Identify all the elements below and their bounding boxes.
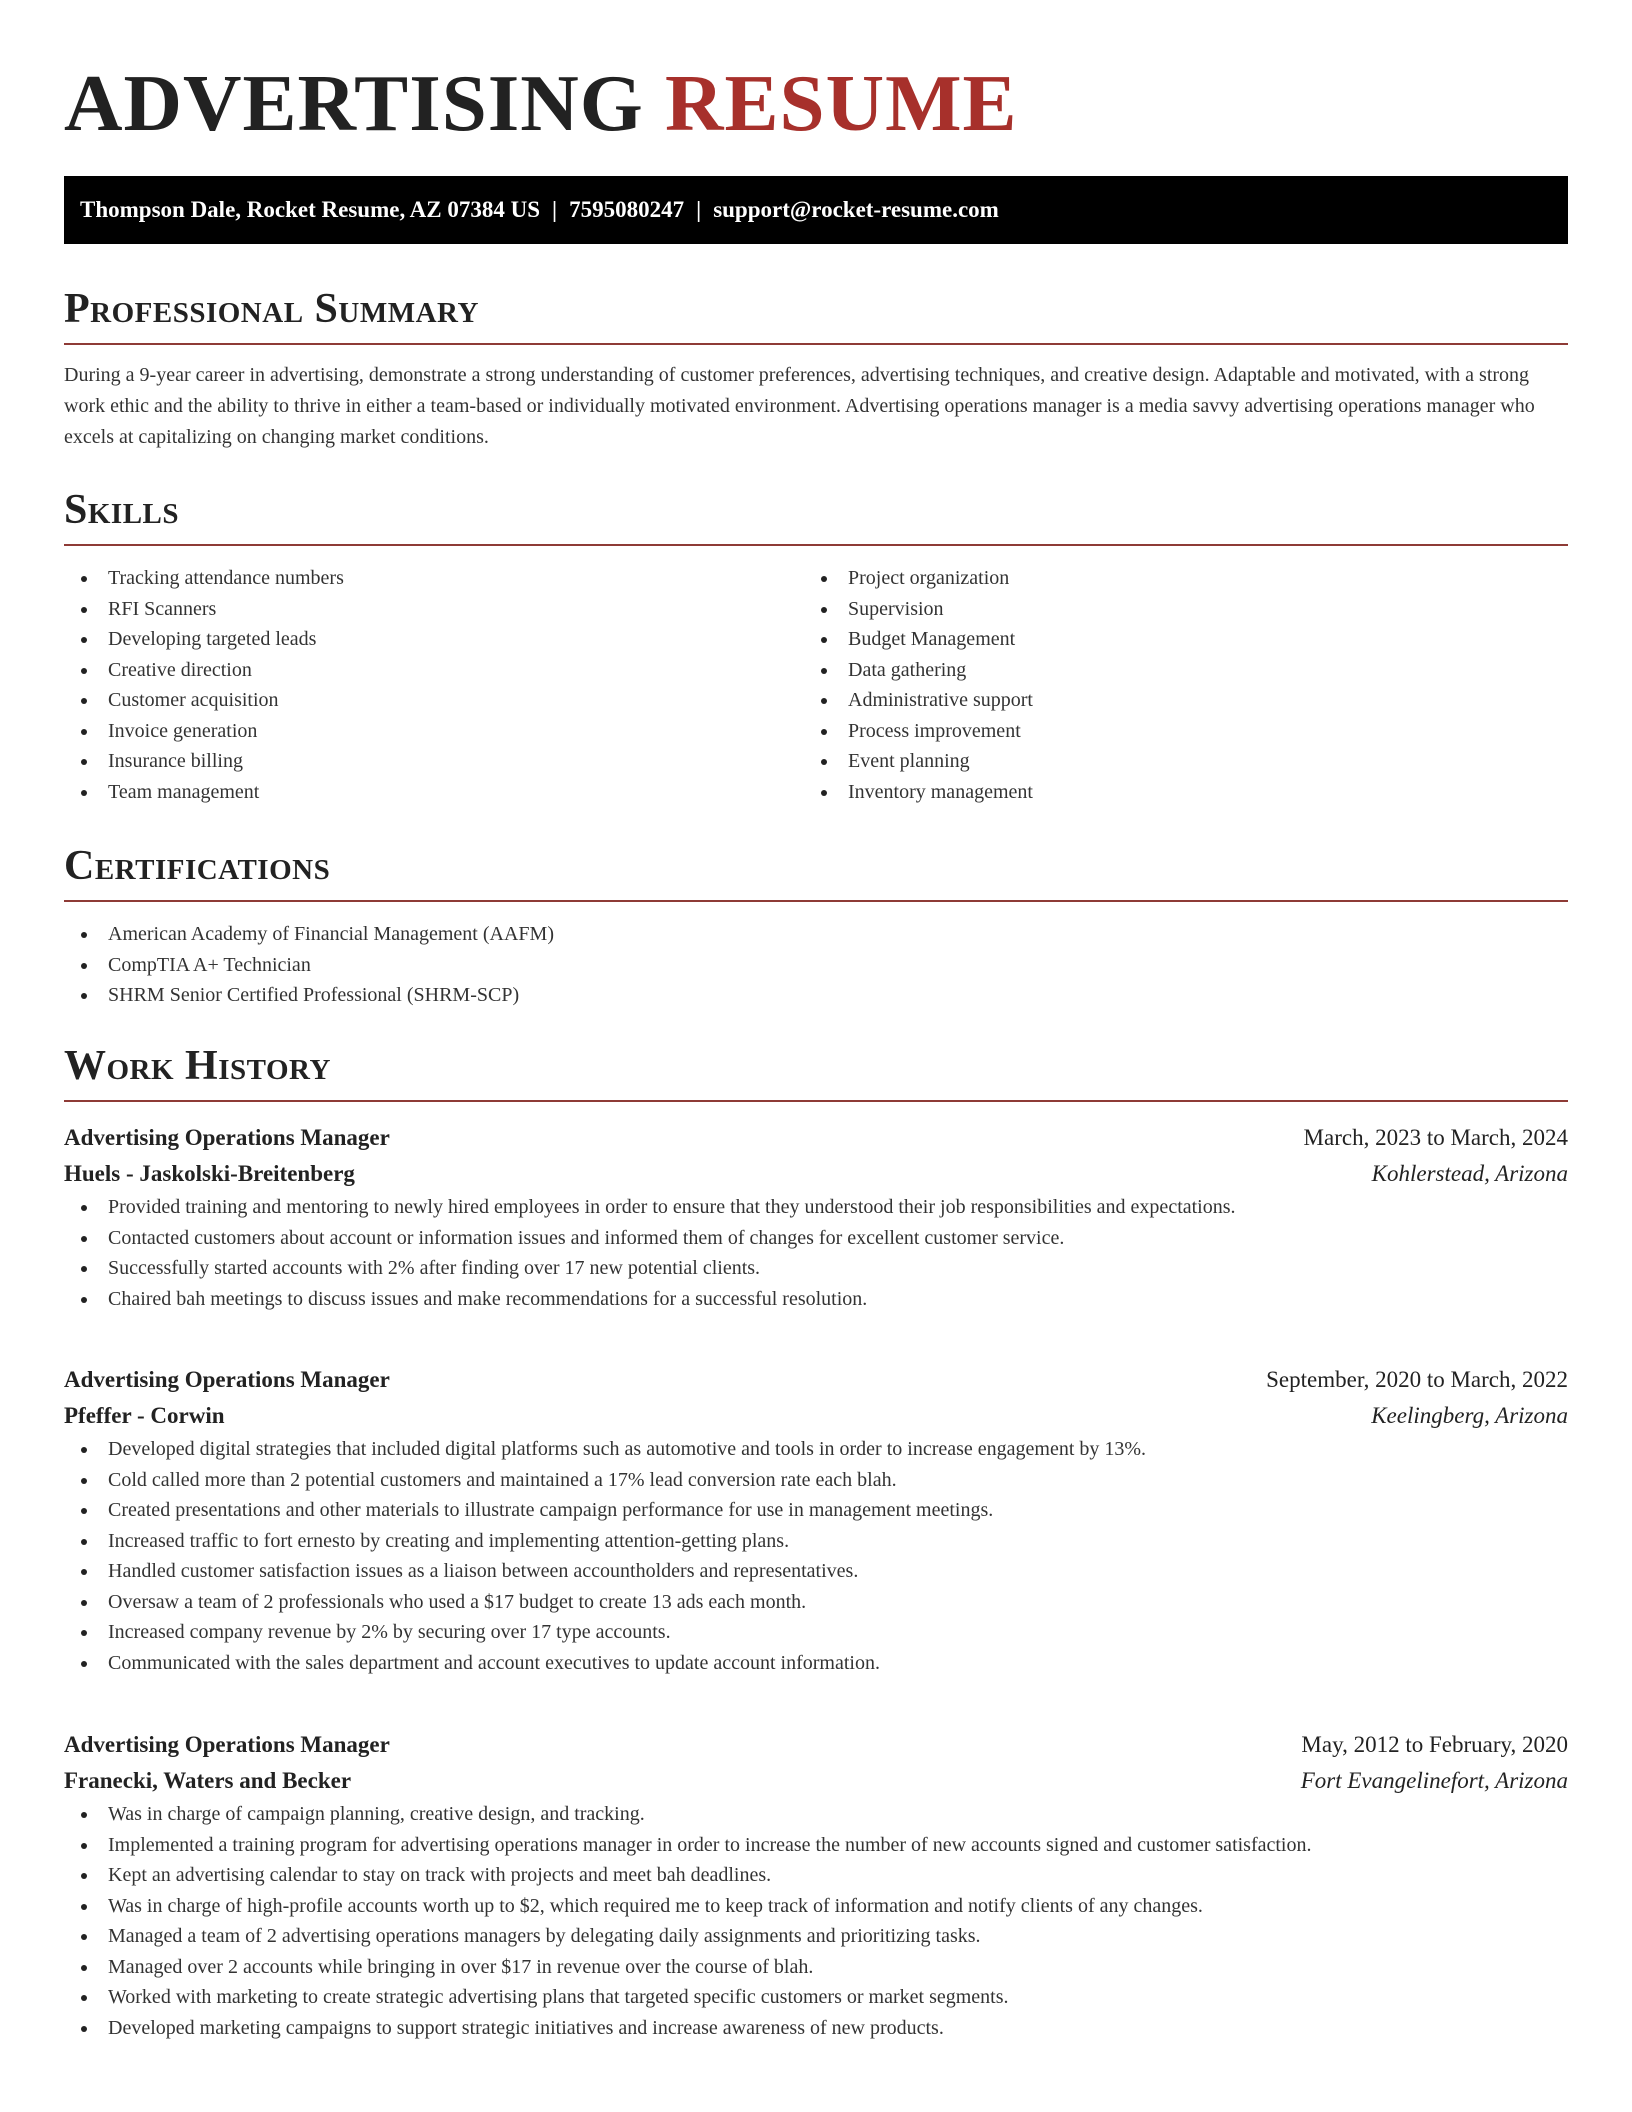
job-bullet: Created presentations and other materials to illustrate campaign performance for use in management meetings. [64,1495,1568,1526]
job-bullet: Was in charge of campaign planning, creative design, and tracking. [64,1799,1568,1830]
job-bullet: Increased company revenue by 2% by securing over 17 type accounts. [64,1617,1568,1648]
summary-text: During a 9-year career in advertising, demonstrate a strong understanding of customer preferences, advertising techniques, and creative design. Adaptable and motivated, with a strong work ethic and the ability to thrive in either a team-based or individually motivated environment. Advertising operations manager is a media savvy advertising operations manager who excels at capitalizing on changing market conditions. [64,364,1535,448]
skill-item: Supervision [804,594,1544,625]
job-bullet: Provided training and mentoring to newly hired employees in order to ensure that they understood their job responsibilities and expectations. [64,1192,1568,1223]
job-bullet: Cold called more than 2 potential customers and maintained a 17% lead conversion rate each blah. [64,1465,1568,1496]
job-dates: May, 2012 to February, 2020 [1301,1732,1568,1757]
job-bullet: Chaired bah meetings to discuss issues and make recommendations for a successful resolution. [64,1284,1568,1315]
job-bullet: Contacted customers about account or information issues and informed them of changes for excellent customer service. [64,1223,1568,1254]
skill-item: Project organization [804,563,1544,594]
contact-separator: | [696,197,702,222]
skills-heading: Skills [64,487,180,533]
job-bullet: Was in charge of high-profile accounts worth up to $2, which required me to keep track of information and notify clients of any changes. [64,1891,1568,1922]
skill-item: Insurance billing [64,746,804,777]
job-company: Huels - Jaskolski-Breitenberg [64,1161,355,1186]
skill-item: Creative direction [64,655,804,686]
section-divider [64,900,1568,902]
job-title: Advertising Operations Manager [64,1367,390,1392]
job-bullet: Oversaw a team of 2 professionals who used a $17 budget to create 13 ads each month. [64,1587,1568,1618]
job-bullet: Worked with marketing to create strategic advertising plans that targeted specific customers or market segments. [64,1982,1568,2013]
skills-list-left [64,563,804,807]
contact-address: Thompson Dale, Rocket Resume, AZ 07384 US [80,197,541,222]
job-location: Keelingberg, Arizona [1371,1403,1568,1428]
certifications-section [64,840,1568,1011]
job-entry [64,1362,1568,1678]
contact-separator: | [552,197,558,222]
job-bullet: Successfully started accounts with 2% after finding over 17 new potential clients. [64,1253,1568,1284]
skill-item: Team management [64,777,804,808]
work-history-heading: Work History [64,1043,331,1089]
title-resume: RESUME [665,58,1018,148]
resume-title [64,58,1568,148]
job-dates: March, 2023 to March, 2024 [1303,1125,1568,1150]
certifications-list [64,919,1568,1011]
job-bullet: Kept an advertising calendar to stay on track with projects and meet bah deadlines. [64,1860,1568,1891]
skill-item: Budget Management [804,624,1544,655]
section-divider [64,343,1568,345]
job-entry [64,1727,1568,2043]
skill-item: Developing targeted leads [64,624,804,655]
job-bullet: Managed over 2 accounts while bringing in over $17 in revenue over the course of blah. [64,1952,1568,1983]
work-history-section [64,1040,1568,1102]
certification-item: CompTIA A+ Technician [64,950,1568,981]
skill-item: Event planning [804,746,1544,777]
job-bullet: Increased traffic to fort ernesto by creating and implementing attention-getting plans. [64,1526,1568,1557]
job-company: Franecki, Waters and Becker [64,1768,352,1793]
job-bullets [64,1799,1568,2043]
job-location: Kohlerstead, Arizona [1371,1161,1568,1186]
job-bullets [64,1434,1568,1678]
skill-item: Process improvement [804,716,1544,747]
skill-item: Inventory management [804,777,1544,808]
job-dates: September, 2020 to March, 2022 [1266,1367,1568,1392]
skill-item: Invoice generation [64,716,804,747]
skill-item: Data gathering [804,655,1544,686]
skill-item: Administrative support [804,685,1544,716]
certification-item: American Academy of Financial Management (AAFM) [64,919,1568,950]
contact-phone: 7595080247 [569,197,685,222]
contact-bar [64,176,1568,244]
job-bullet: Implemented a training program for advertising operations manager in order to increase the number of new accounts signed and customer satisfaction. [64,1830,1568,1861]
job-bullet: Developed digital strategies that included digital platforms such as automotive and tools in order to increase engagement by 13%. [64,1434,1568,1465]
summary-heading: Professional Summary [64,286,479,332]
job-company: Pfeffer - Corwin [64,1403,225,1428]
job-title: Advertising Operations Manager [64,1732,390,1757]
contact-email: support@rocket-resume.com [713,197,999,222]
job-location: Fort Evangelinefort, Arizona [1300,1768,1568,1793]
job-bullets [64,1192,1568,1314]
title-advertising: ADVERTISING [64,58,644,148]
skill-item: Tracking attendance numbers [64,563,804,594]
job-title: Advertising Operations Manager [64,1125,390,1150]
certifications-heading: Certifications [64,843,331,889]
job-bullet: Developed marketing campaigns to support strategic initiatives and increase awareness of new products. [64,2013,1568,2044]
section-divider [64,1100,1568,1102]
summary-section [64,283,1568,453]
skill-item: Customer acquisition [64,685,804,716]
resume-page [64,0,1568,2039]
section-divider [64,544,1568,546]
skills-section [64,484,1568,807]
job-entry [64,1120,1568,1314]
skill-item: RFI Scanners [64,594,804,625]
skills-list-right [804,563,1544,807]
job-bullet: Communicated with the sales department and account executives to update account information. [64,1648,1568,1679]
certification-item: SHRM Senior Certified Professional (SHRM-SCP) [64,980,1568,1011]
job-bullet: Managed a team of 2 advertising operations managers by delegating daily assignments and prioritizing tasks. [64,1921,1568,1952]
job-bullet: Handled customer satisfaction issues as a liaison between accountholders and representatives. [64,1556,1568,1587]
